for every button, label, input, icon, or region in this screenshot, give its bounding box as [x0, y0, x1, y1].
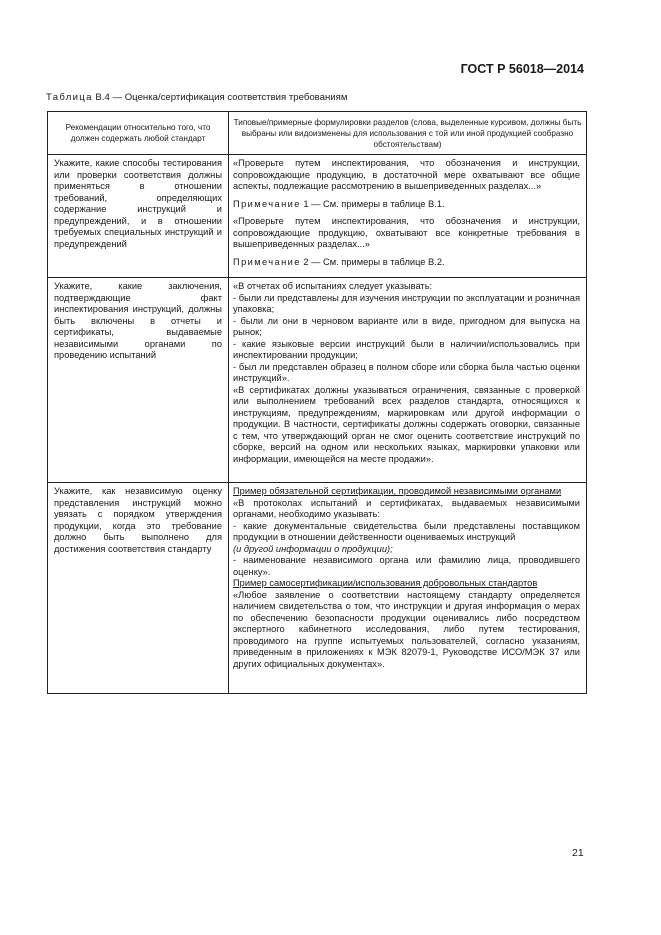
row-1-paragraph-2: «Проверьте путем инспектирования, что обозначения и инструкции, сопровождающие продукцию, охватывают все конкретные требования в вышеприведенных разделах...» — [233, 216, 580, 249]
note-label: Примечание — [233, 198, 301, 209]
row-3-final-paragraph: «Любое заявление о соответствии настоящему стандарту определяется наличием свидетельства о том, что инструкции и другая информация о мерах по обеспечению безопасности продукции оценивались либо посредством экспертного кабинетного исследования, либо путем тестирования, проводимого на группе испытуемых пользователей, согласно указаниям, приведенным в приложениях к МЭК 82079-1, Руководстве ИСО/МЭК 37 или других официальных документах». — [233, 589, 580, 669]
caption-title: Оценка/сертификация соответствия требованиям — [124, 92, 348, 103]
row-3-item-2: - наименование независимого органа или фамилию лица, проводившего оценку». — [233, 555, 580, 577]
row-3-formulation — [229, 483, 587, 694]
row-2-certificates-paragraph: «В сертификатах должны указываться ограничения, связанные с проверкой или выполнением требований всех разделов стандарта, относящихся к инструкциям, предупреждениям, маркировкам или другой информации о продукции. В частности, сертификаты должны содержать оговорки, связанные с тем, что утверждающий орган не смог оценить соответствие инструкций по сборке, версий на одном или нескольких языках, маркировки упаковки или информации, имеющейся на месте продажи». — [233, 384, 580, 464]
table-row — [48, 155, 587, 278]
table-header-recommendations: Рекомендации относительно того, что должен содержать любой стандарт — [48, 112, 229, 155]
caption-number: В.4 — — [92, 92, 125, 103]
row-2-intro: «В отчетах об испытаниях следует указывать: — [233, 281, 433, 291]
row-3-item-1 — [233, 521, 580, 556]
table-caption — [46, 92, 347, 103]
note-label: Примечание — [233, 256, 301, 267]
row-3-intro: «В протоколах испытаний и сертификатах, выдаваемых независимыми органами, необходимо указывать: — [233, 497, 580, 519]
item-italic-text: (и другой информации о продукции); — [233, 543, 393, 554]
table-header-row — [48, 112, 587, 155]
row-3-heading-voluntary: Пример самосертификации/использования добровольных стандартов — [233, 578, 538, 588]
standard-code: ГОСТ Р 56018—2014 — [460, 62, 584, 76]
row-2-item: - был ли представлен образец в полном сборе или сборка была частью оценки инструкций». — [233, 361, 580, 383]
table-header-formulations: Типовые/примерные формулировки разделов (слова, выделенные курсивом, должны быть выбраны или видоизменены для использования с той или иной продукцией сообразно обстоятельствам) — [229, 112, 587, 155]
row-2-formulation — [229, 278, 587, 483]
note-text: 2 — См. примеры в таблице В.2. — [300, 256, 445, 267]
caption-label: Таблица — [46, 92, 93, 103]
row-2-item: - были ли они в черновом варианте или в виде, пригодном для выпуска на рынок; — [233, 315, 580, 337]
row-1-note-1 — [233, 199, 580, 211]
row-2-item: - были ли представлены для изучения инструкции по эксплуатации и розничная упаковка; — [233, 292, 580, 314]
row-1-recommendation: Укажите, какие способы тестирования или проверки соответствия должны применяться в отношении требований, определяющих содержание инструкций и предупреждений, и в отношении требуемых специальных инструкций и предупреждений — [48, 155, 229, 278]
row-2-recommendation: Укажите, какие заключения, подтверждающие факт инспектирования инструкций, должны быть включены в отчеты и сертификаты, выдаваемые независимыми органами по проведению испытаний — [48, 278, 229, 483]
assessment-table — [47, 111, 587, 694]
row-2-item: - какие языковые версии инструкций были в наличии/использовались при инспектировании продукции; — [233, 338, 580, 360]
table-row — [48, 483, 587, 694]
row-1-formulation — [229, 155, 587, 278]
row-3-heading-mandatory: Пример обязательной сертификации, проводимой независимыми органами — [233, 486, 562, 496]
row-1-paragraph-1: «Проверьте путем инспектирования, что обозначения и инструкции, сопровождающие продукцию, в достаточной мере охватывают все общие аспекты, подлежащие рассмотрению в вышеприведенных разделах...» — [233, 158, 580, 191]
page-number: 21 — [572, 847, 584, 859]
row-1-note-2 — [233, 257, 580, 269]
table-row — [48, 278, 587, 483]
row-3-recommendation: Укажите, как независимую оценку представления инструкций можно увязать с порядком утверждения продукции, когда это требование должно быть выполнено для достижения соответствия стандарту — [48, 483, 229, 694]
note-text: 1 — См. примеры в таблице В.1. — [300, 198, 445, 209]
item-text: - какие документальные свидетельства были представлены поставщиком продукции в отношении действенности оцениваемых инструкций — [233, 520, 580, 542]
